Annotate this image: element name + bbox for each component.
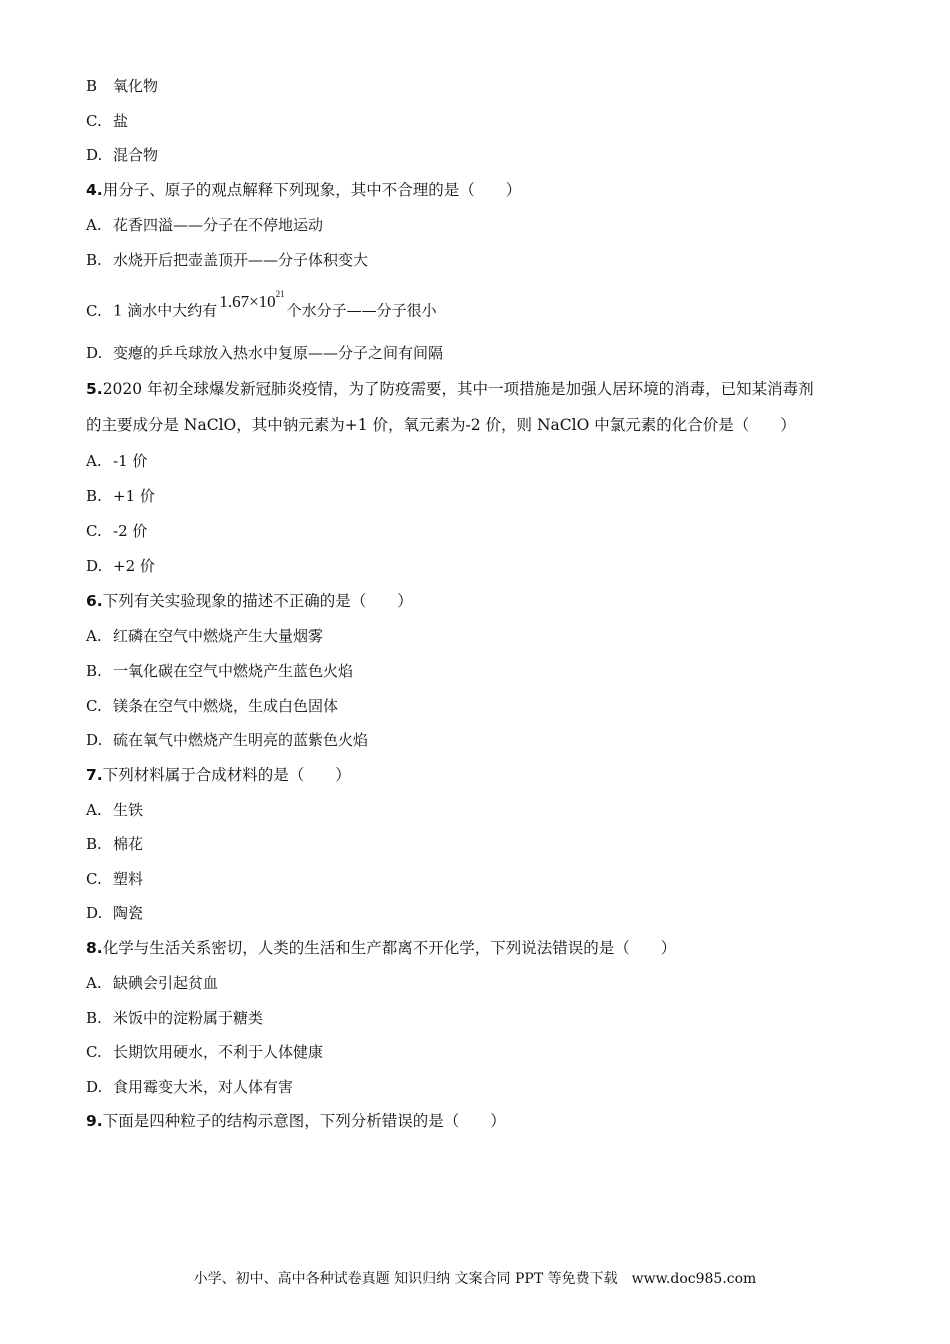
option-text: 花香四溢——分子在不停地运动	[113, 216, 324, 234]
question-number: 9.	[86, 1112, 103, 1130]
option-letter: A.	[86, 627, 102, 645]
formula-exponent: 21	[275, 289, 285, 299]
option-letter: A.	[86, 974, 102, 992]
option-text: 棉花	[113, 835, 144, 853]
option-text: 镁条在空气中燃烧，生成白色固体	[113, 697, 339, 715]
question-text: 化学与生活关系密切，人类的生活和生产都离不开化学，下列说法错误的是（ ）	[102, 939, 677, 957]
option-letter: B.	[86, 835, 102, 853]
question-number: 7.	[86, 766, 103, 784]
option-letter: A.	[86, 452, 102, 470]
page-footer: 小学、初中、高中各种试卷真题 知识归纳 文案合同 PPT 等免费下载 www.doc985.com	[193, 1271, 757, 1287]
question-number: 5.	[86, 380, 103, 398]
option-text: 食用霉变大米，对人体有害	[113, 1078, 294, 1096]
question-number: 8.	[86, 939, 103, 957]
option-letter: D.	[86, 731, 103, 749]
question-8-stem	[86, 938, 676, 958]
question-4-stem	[86, 180, 521, 200]
option-letter: A.	[86, 216, 102, 234]
option-q6-d	[86, 730, 368, 750]
option-letter: D.	[86, 557, 103, 575]
option-letter: B.	[86, 251, 102, 269]
option-text: 红磷在空气中燃烧产生大量烟雾	[113, 627, 324, 645]
option-text: 变瘪的乒乓球放入热水中复原——分子之间有间隔	[113, 344, 444, 362]
option-q3-c	[86, 111, 128, 131]
option-q7-b	[86, 834, 143, 854]
option-letter: B.	[86, 487, 102, 505]
option-q3-d	[86, 145, 158, 165]
option-q5-c	[86, 521, 147, 541]
option-text: 塑料	[113, 870, 144, 888]
option-text: 陶瓷	[113, 904, 144, 922]
option-q5-b	[86, 486, 155, 506]
formula-base: 1.67×10	[219, 291, 276, 311]
question-number: 6.	[86, 592, 103, 610]
question-text: 下面是四种粒子的结构示意图，下列分析错误的是（ ）	[102, 1112, 506, 1130]
question-text: 2020 年初全球爆发新冠肺炎疫情，为了防疫需要，其中一项措施是加强人居环境的消毒，已知某消毒剂	[102, 380, 814, 398]
option-text: 个水分子——分子很小	[286, 301, 437, 320]
question-5-stem	[86, 379, 814, 399]
option-q6-b	[86, 661, 353, 681]
option-text: 一氧化碳在空气中燃烧产生蓝色火焰	[113, 662, 354, 680]
option-q7-a	[86, 800, 143, 820]
option-letter: C.	[86, 870, 102, 888]
option-text: 水烧开后把壶盖顶开——分子体积变大	[113, 251, 369, 269]
question-text: 用分子、原子的观点解释下列现象，其中不合理的是（ ）	[102, 181, 522, 199]
option-letter: D.	[86, 904, 103, 922]
option-q5-a	[86, 451, 147, 471]
option-letter: B	[86, 77, 98, 95]
option-q7-d	[86, 903, 143, 923]
question-text: 下列有关实验现象的描述不正确的是（ ）	[102, 592, 413, 610]
option-text: -2 价	[113, 522, 148, 540]
option-q4-d	[86, 343, 443, 363]
option-q4-b	[86, 250, 368, 270]
option-q8-a	[86, 973, 218, 993]
question-text: 的主要成分是 NaClO，其中钠元素为+1 价，氧元素为-2 价，则 NaClO 中氯元素的化合价是（ ）	[86, 416, 796, 434]
option-letter: B.	[86, 1009, 102, 1027]
question-5-stem-line2	[86, 415, 796, 435]
option-text: 硫在氧气中燃烧产生明亮的蓝紫色火焰	[113, 731, 369, 749]
option-letter: B.	[86, 662, 102, 680]
option-text: 缺碘会引起贫血	[113, 974, 219, 992]
option-q5-d	[86, 556, 155, 576]
option-letter: C.	[86, 1043, 102, 1061]
option-q6-a	[86, 626, 323, 646]
option-text: 混合物	[113, 146, 159, 164]
option-letter: D.	[86, 1078, 103, 1096]
option-q8-d	[86, 1077, 293, 1097]
option-letter: A.	[86, 801, 102, 819]
option-text: +2 价	[113, 557, 155, 575]
option-letter: D.	[86, 344, 103, 362]
question-6-stem	[86, 591, 413, 611]
option-letter: D.	[86, 146, 103, 164]
option-q8-b	[86, 1008, 263, 1028]
option-q4-c	[86, 289, 437, 321]
option-text: 氧化物	[113, 77, 159, 95]
option-letter: C.	[86, 522, 102, 540]
option-text: 1 滴水中大约有	[113, 301, 218, 320]
question-7-stem	[86, 765, 351, 785]
question-text: 下列材料属于合成材料的是（ ）	[102, 766, 351, 784]
option-letter: C.	[86, 697, 102, 715]
option-text: 生铁	[113, 801, 144, 819]
option-text: -1 价	[113, 452, 148, 470]
option-letter: C.	[86, 112, 102, 130]
question-9-stem	[86, 1111, 506, 1131]
option-text: 米饭中的淀粉属于糖类	[113, 1009, 264, 1027]
option-q6-c	[86, 696, 338, 716]
option-q7-c	[86, 869, 143, 889]
option-q3-b	[86, 76, 158, 96]
option-text: +1 价	[113, 487, 155, 505]
question-number: 4.	[86, 181, 103, 199]
option-letter: C.	[86, 301, 102, 320]
scientific-notation-formula	[219, 289, 285, 311]
option-text: 盐	[113, 112, 129, 130]
option-text: 长期饮用硬水，不利于人体健康	[113, 1043, 324, 1061]
option-q4-a	[86, 215, 323, 235]
option-q8-c	[86, 1042, 323, 1062]
